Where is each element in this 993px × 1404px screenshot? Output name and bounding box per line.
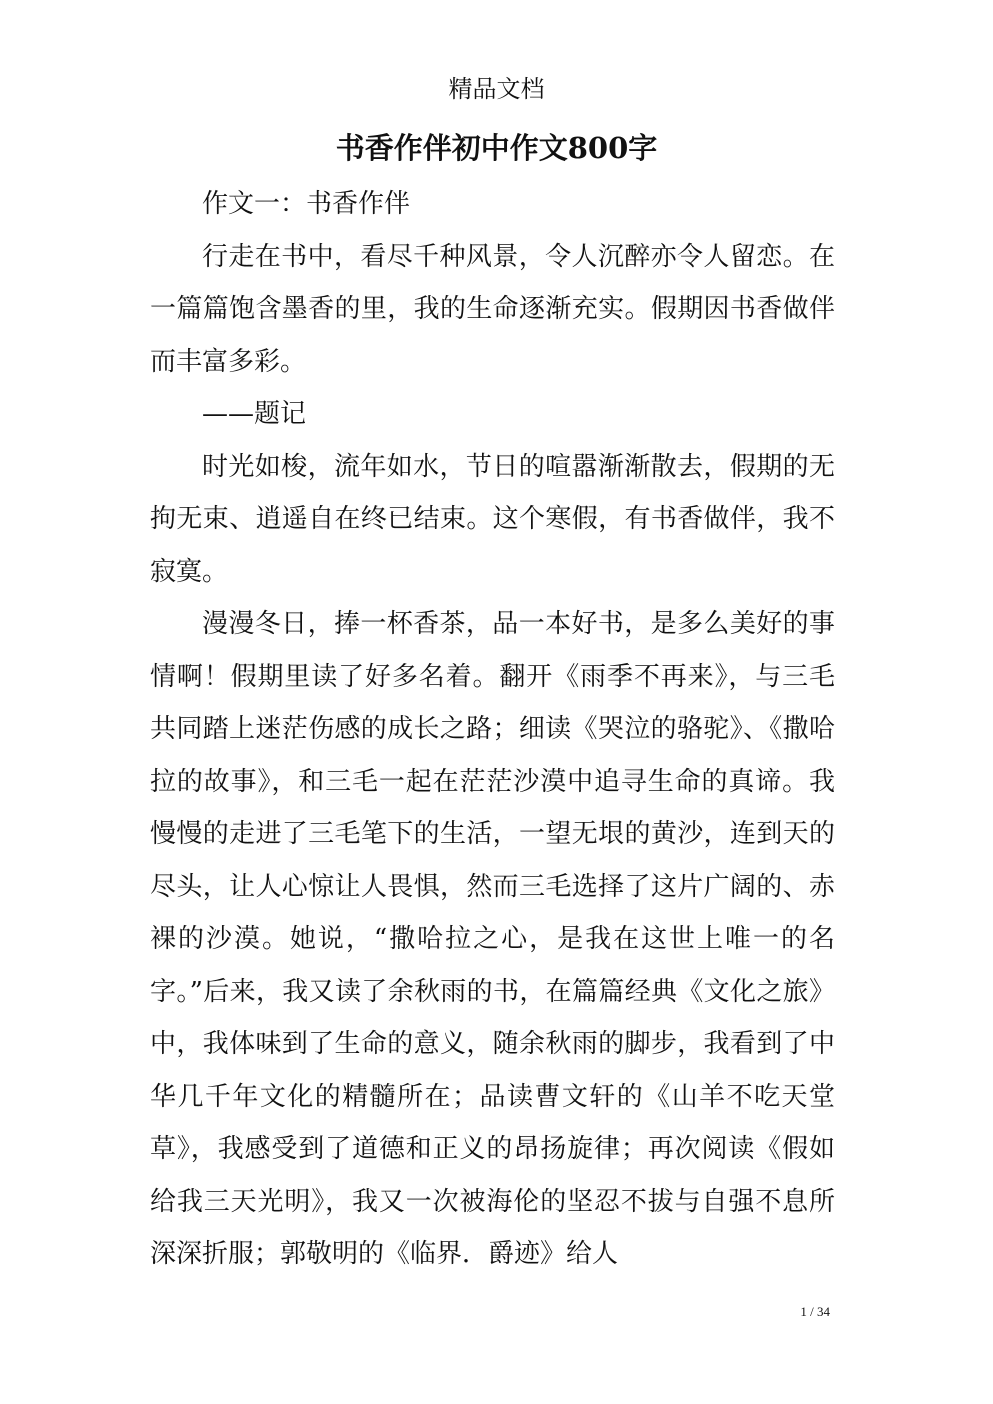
- paragraph: 漫漫冬日，捧一杯香茶，品一本好书，是多么美好的事情啊！假期里读了好多名着。翻开《雨季不再来》，与三毛共同踏上迷茫伤感的成长之路；细读《哭泣的骆驼》、《撒哈拉的故事》，和三毛一起在茫茫沙漠中追寻生命的真谛。我慢慢的走进了三毛笔下的生活，一望无垠的黄沙，连到天的尽头，让人心惊让人畏惧，然而三毛选择了这片广阔的、赤裸的沙漠。她说，“撒哈拉之心，是我在这世上唯一的名字。”后来，我又读了余秋雨的书，在篇篇经典《文化之旅》中，我体味到了生命的意义，随余秋雨的脚步，我看到了中华几千年文化的精髓所在；品读曹文轩的《山羊不吃天堂草》，我感受到了道德和正义的昂扬旋律；再次阅读《假如给我三天光明》，我又一次被海伦的坚忍不拔与自强不息所深深折服；郭敬明的《临界．爵迹》给人: [150, 609, 835, 1269]
- page-header: 精品文档: [448, 75, 545, 103]
- page-number: 1 / 34: [800, 1304, 830, 1319]
- essay-title: 书香作伴初中作文800字: [335, 131, 658, 165]
- paragraph: 行走在书中，看尽千种风景，令人沉醉亦令人留恋。在一篇篇饱含墨香的里，我的生命逐渐充实。假期因书香做伴而丰富多彩。: [150, 241, 835, 377]
- paragraph: 时光如梭，流年如水，节日的喧嚣渐渐散去，假期的无拘无束、逍遥自在终已结束。这个寒假，有书香做伴，我不寂寞。: [150, 451, 835, 587]
- section-heading: 作文一：书香作伴: [202, 189, 411, 219]
- epigraph-note: ——题记: [202, 399, 307, 429]
- essay-body: [150, 178, 835, 1281]
